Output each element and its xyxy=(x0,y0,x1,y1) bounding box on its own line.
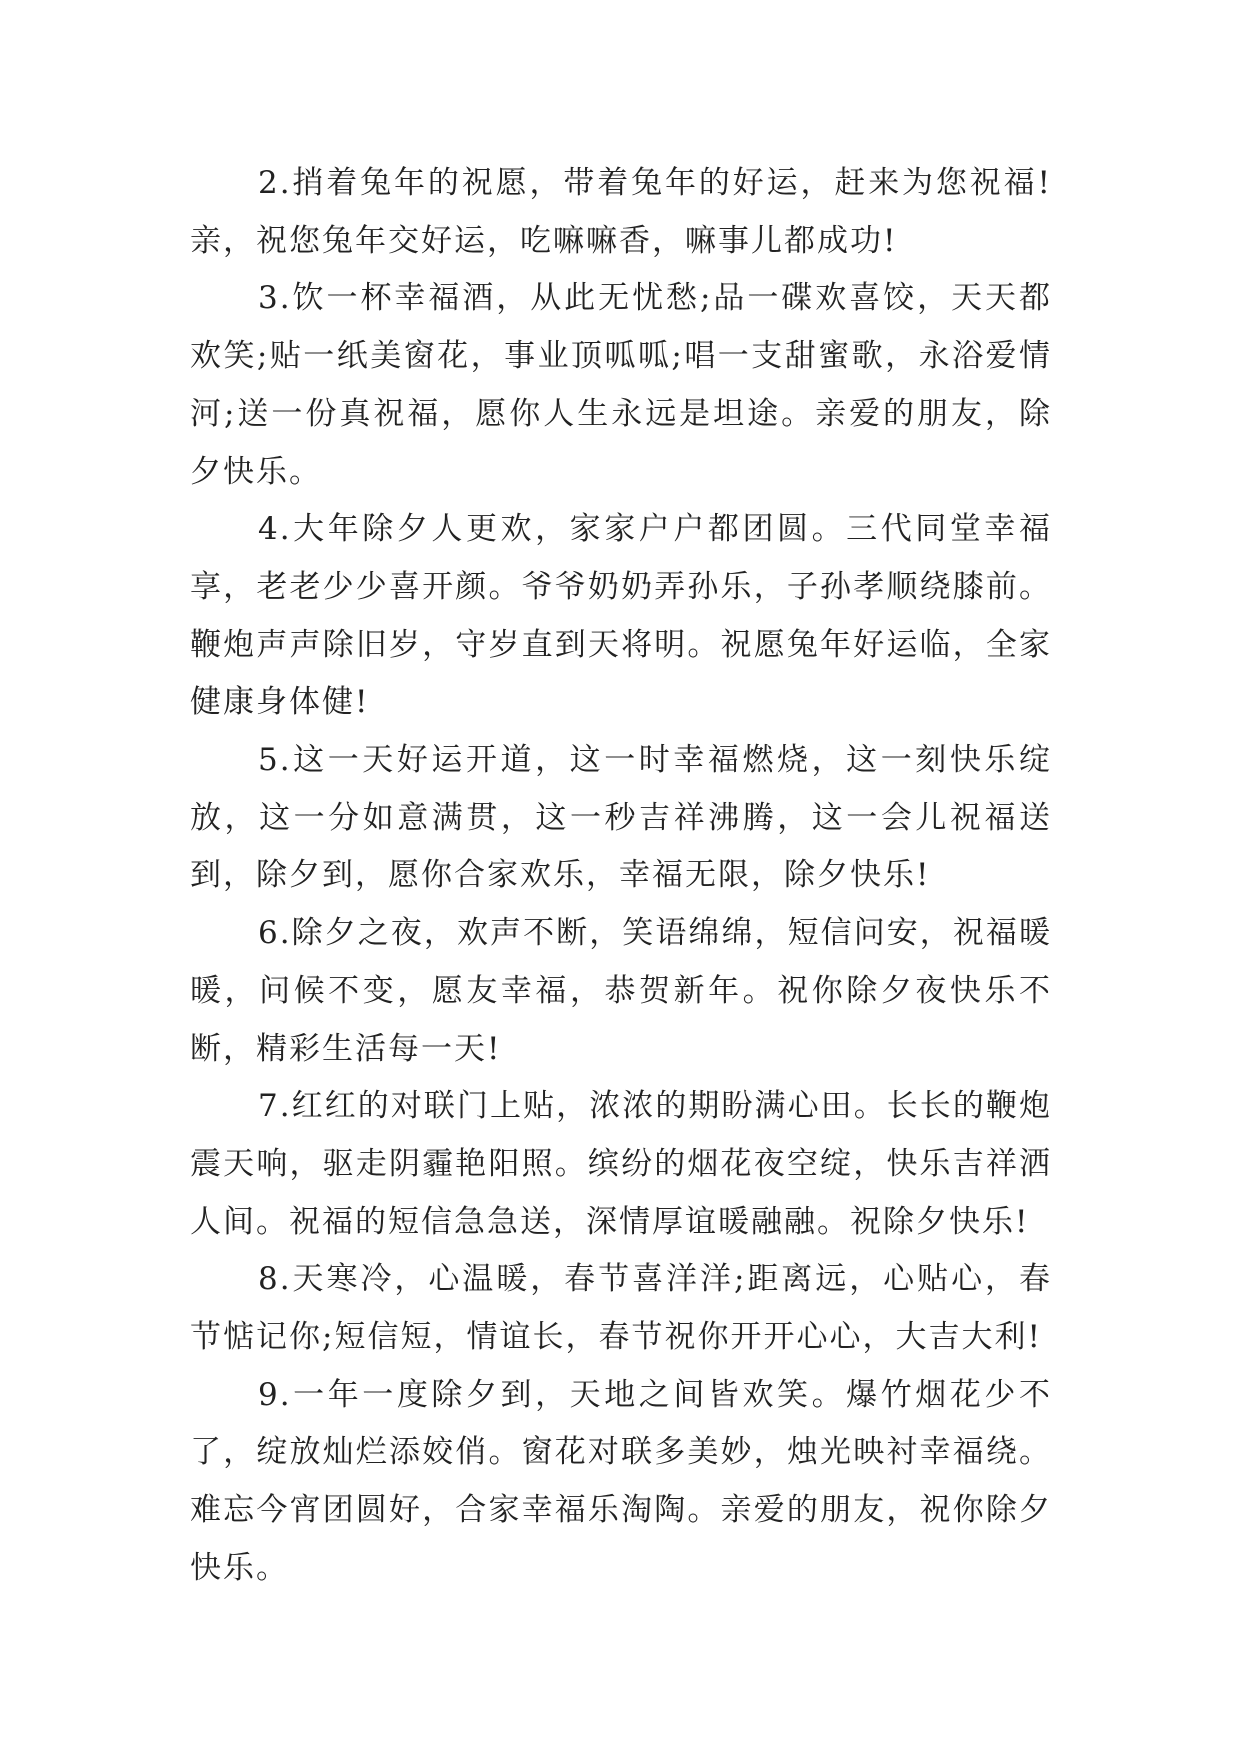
paragraph-7: 7.红红的对联门上贴，浓浓的期盼满心田。长长的鞭炮震天响，驱走阴霾艳阳照。缤纷的烟花夜空绽，快乐吉祥洒人间。祝福的短信急急送，深情厚谊暖融融。祝除夕快乐! xyxy=(190,1088,1052,1240)
paragraph-6: 6.除夕之夜，欢声不断，笑语绵绵，短信问安，祝福暖暖，问候不变，愿友幸福，恭贺新年。祝你除夕夜快乐不断，精彩生活每一天! xyxy=(190,915,1052,1067)
paragraph-3: 3.饮一杯幸福酒，从此无忧愁;品一碟欢喜饺，天天都欢笑;贴一纸美窗花，事业顶呱呱;唱一支甜蜜歌，永浴爱情河;送一份真祝福，愿你人生永远是坦途。亲爱的朋友，除夕快乐。 xyxy=(190,280,1052,490)
paragraph-8: 8.天寒冷，心温暖，春节喜洋洋;距离远，心贴心，春节惦记你;短信短，情谊长，春节祝你开开心心，大吉大利! xyxy=(190,1261,1052,1356)
paragraph-9: 9.一年一度除夕到，天地之间皆欢笑。爆竹烟花少不了，绽放灿烂添姣俏。窗花对联多美妙，烛光映衬幸福绕。难忘今宵团圆好，合家幸福乐淘陶。亲爱的朋友，祝你除夕快乐。 xyxy=(190,1376,1052,1586)
paragraph-4: 4.大年除夕人更欢，家家户户都团圆。三代同堂幸福享，老老少少喜开颜。爷爷奶奶弄孙乐，子孙孝顺绕膝前。鞭炮声声除旧岁，守岁直到天将明。祝愿兔年好运临，全家健康身体健! xyxy=(190,511,1052,721)
paragraph-5: 5.这一天好运开道，这一时幸福燃烧，这一刻快乐绽放，这一分如意满贯，这一秒吉祥沸腾，这一会儿祝福送到，除夕到，愿你合家欢乐，幸福无限，除夕快乐! xyxy=(190,742,1052,894)
document-body xyxy=(190,155,1052,1598)
paragraph-2: 2.捎着兔年的祝愿，带着兔年的好运，赶来为您祝福!亲，祝您兔年交好运，吃嘛嘛香，嘛事儿都成功! xyxy=(190,165,1052,259)
